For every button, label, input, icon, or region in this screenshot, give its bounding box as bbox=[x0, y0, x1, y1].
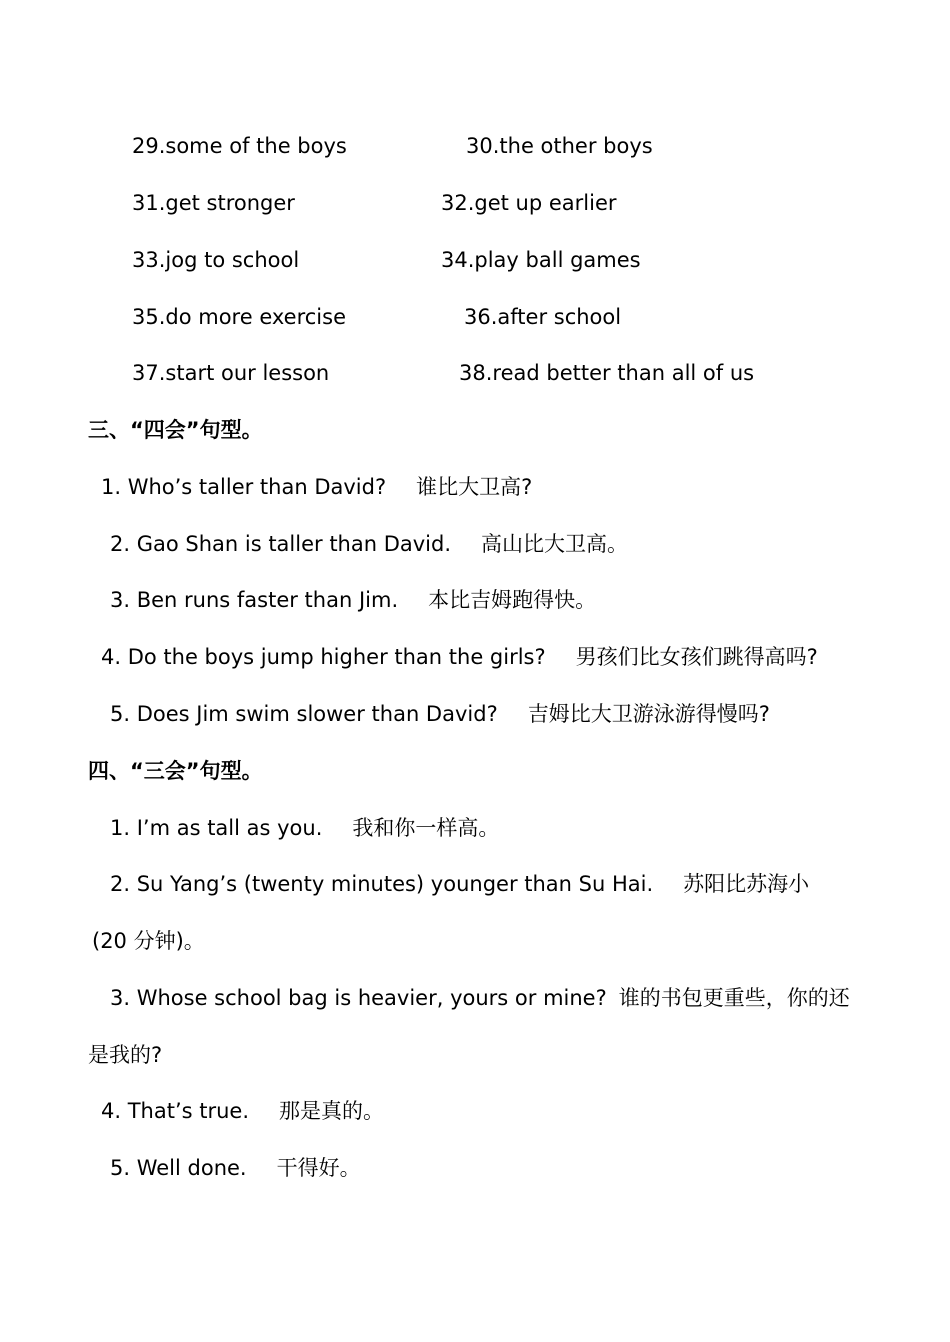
s4-sentence-5-zh: 干得好。 bbox=[276, 1156, 361, 1180]
section-4-heading: 四、“三会”句型。 bbox=[88, 759, 263, 783]
s4-sentence-3-en: 3. Whose school bag is heavier, yours or mine? bbox=[110, 986, 607, 1010]
s3-sentence-3-zh: 本比吉姆跑得快。 bbox=[428, 588, 597, 612]
phrase-35: 35.do more exercise bbox=[132, 305, 346, 329]
s4-sentence-1-en: 1. I’m as tall as you. bbox=[110, 816, 323, 840]
s4-sentence-4-zh: 那是真的。 bbox=[279, 1099, 385, 1123]
s3-sentence-1-en: 1. Who’s taller than David? bbox=[101, 475, 387, 499]
s3-sentence-2 bbox=[110, 529, 628, 559]
s4-sentence-3-zh-a: 谁的书包更重些，你的还 bbox=[618, 986, 850, 1010]
s3-sentence-3 bbox=[110, 585, 596, 615]
s4-sentence-2-zh-a: 苏阳比苏海小 bbox=[683, 872, 810, 896]
s3-sentence-5-zh: 吉姆比大卫游泳游得慢吗? bbox=[527, 702, 770, 726]
s4-sentence-3-cont: 是我的? bbox=[88, 1043, 163, 1067]
s4-sentence-1 bbox=[110, 813, 499, 843]
s4-sentence-5 bbox=[110, 1153, 361, 1183]
s4-sentence-4 bbox=[101, 1096, 384, 1126]
s3-sentence-1 bbox=[101, 472, 532, 502]
phrase-36: 36.after school bbox=[464, 305, 622, 329]
phrase-38: 38.read better than all of us bbox=[459, 361, 755, 385]
s4-sentence-4-en: 4. That’s true. bbox=[101, 1099, 250, 1123]
phrase-33: 33.jog to school bbox=[132, 248, 300, 272]
s4-sentence-1-zh: 我和你一样高。 bbox=[352, 816, 500, 840]
s3-sentence-4-zh: 男孩们比女孩们跳得高吗? bbox=[575, 645, 818, 669]
phrase-31: 31.get stronger bbox=[132, 191, 295, 215]
phrase-30: 30.the other boys bbox=[466, 134, 653, 158]
s4-sentence-2-cont: (20 分钟)。 bbox=[92, 929, 205, 953]
s3-sentence-3-en: 3. Ben runs faster than Jim. bbox=[110, 588, 399, 612]
s4-sentence-5-en: 5. Well done. bbox=[110, 1156, 247, 1180]
s3-sentence-4 bbox=[101, 642, 818, 672]
s3-sentence-2-en: 2. Gao Shan is taller than David. bbox=[110, 532, 452, 556]
s4-sentence-2-en: 2. Su Yang’s (twenty minutes) younger than Su Hai. bbox=[110, 872, 654, 896]
s4-sentence-2 bbox=[110, 869, 809, 899]
section-3-heading: 三、“四会”句型。 bbox=[88, 418, 263, 442]
phrase-32: 32.get up earlier bbox=[441, 191, 617, 215]
phrase-37: 37.start our lesson bbox=[132, 361, 330, 385]
s3-sentence-1-zh: 谁比大卫高? bbox=[416, 475, 533, 499]
s4-sentence-3 bbox=[110, 983, 850, 1013]
phrase-34: 34.play ball games bbox=[441, 248, 641, 272]
s3-sentence-5 bbox=[110, 699, 770, 729]
s3-sentence-5-en: 5. Does Jim swim slower than David? bbox=[110, 702, 498, 726]
phrase-29: 29.some of the boys bbox=[132, 134, 347, 158]
s3-sentence-4-en: 4. Do the boys jump higher than the girls? bbox=[101, 645, 546, 669]
s3-sentence-2-zh: 高山比大卫高。 bbox=[481, 532, 629, 556]
